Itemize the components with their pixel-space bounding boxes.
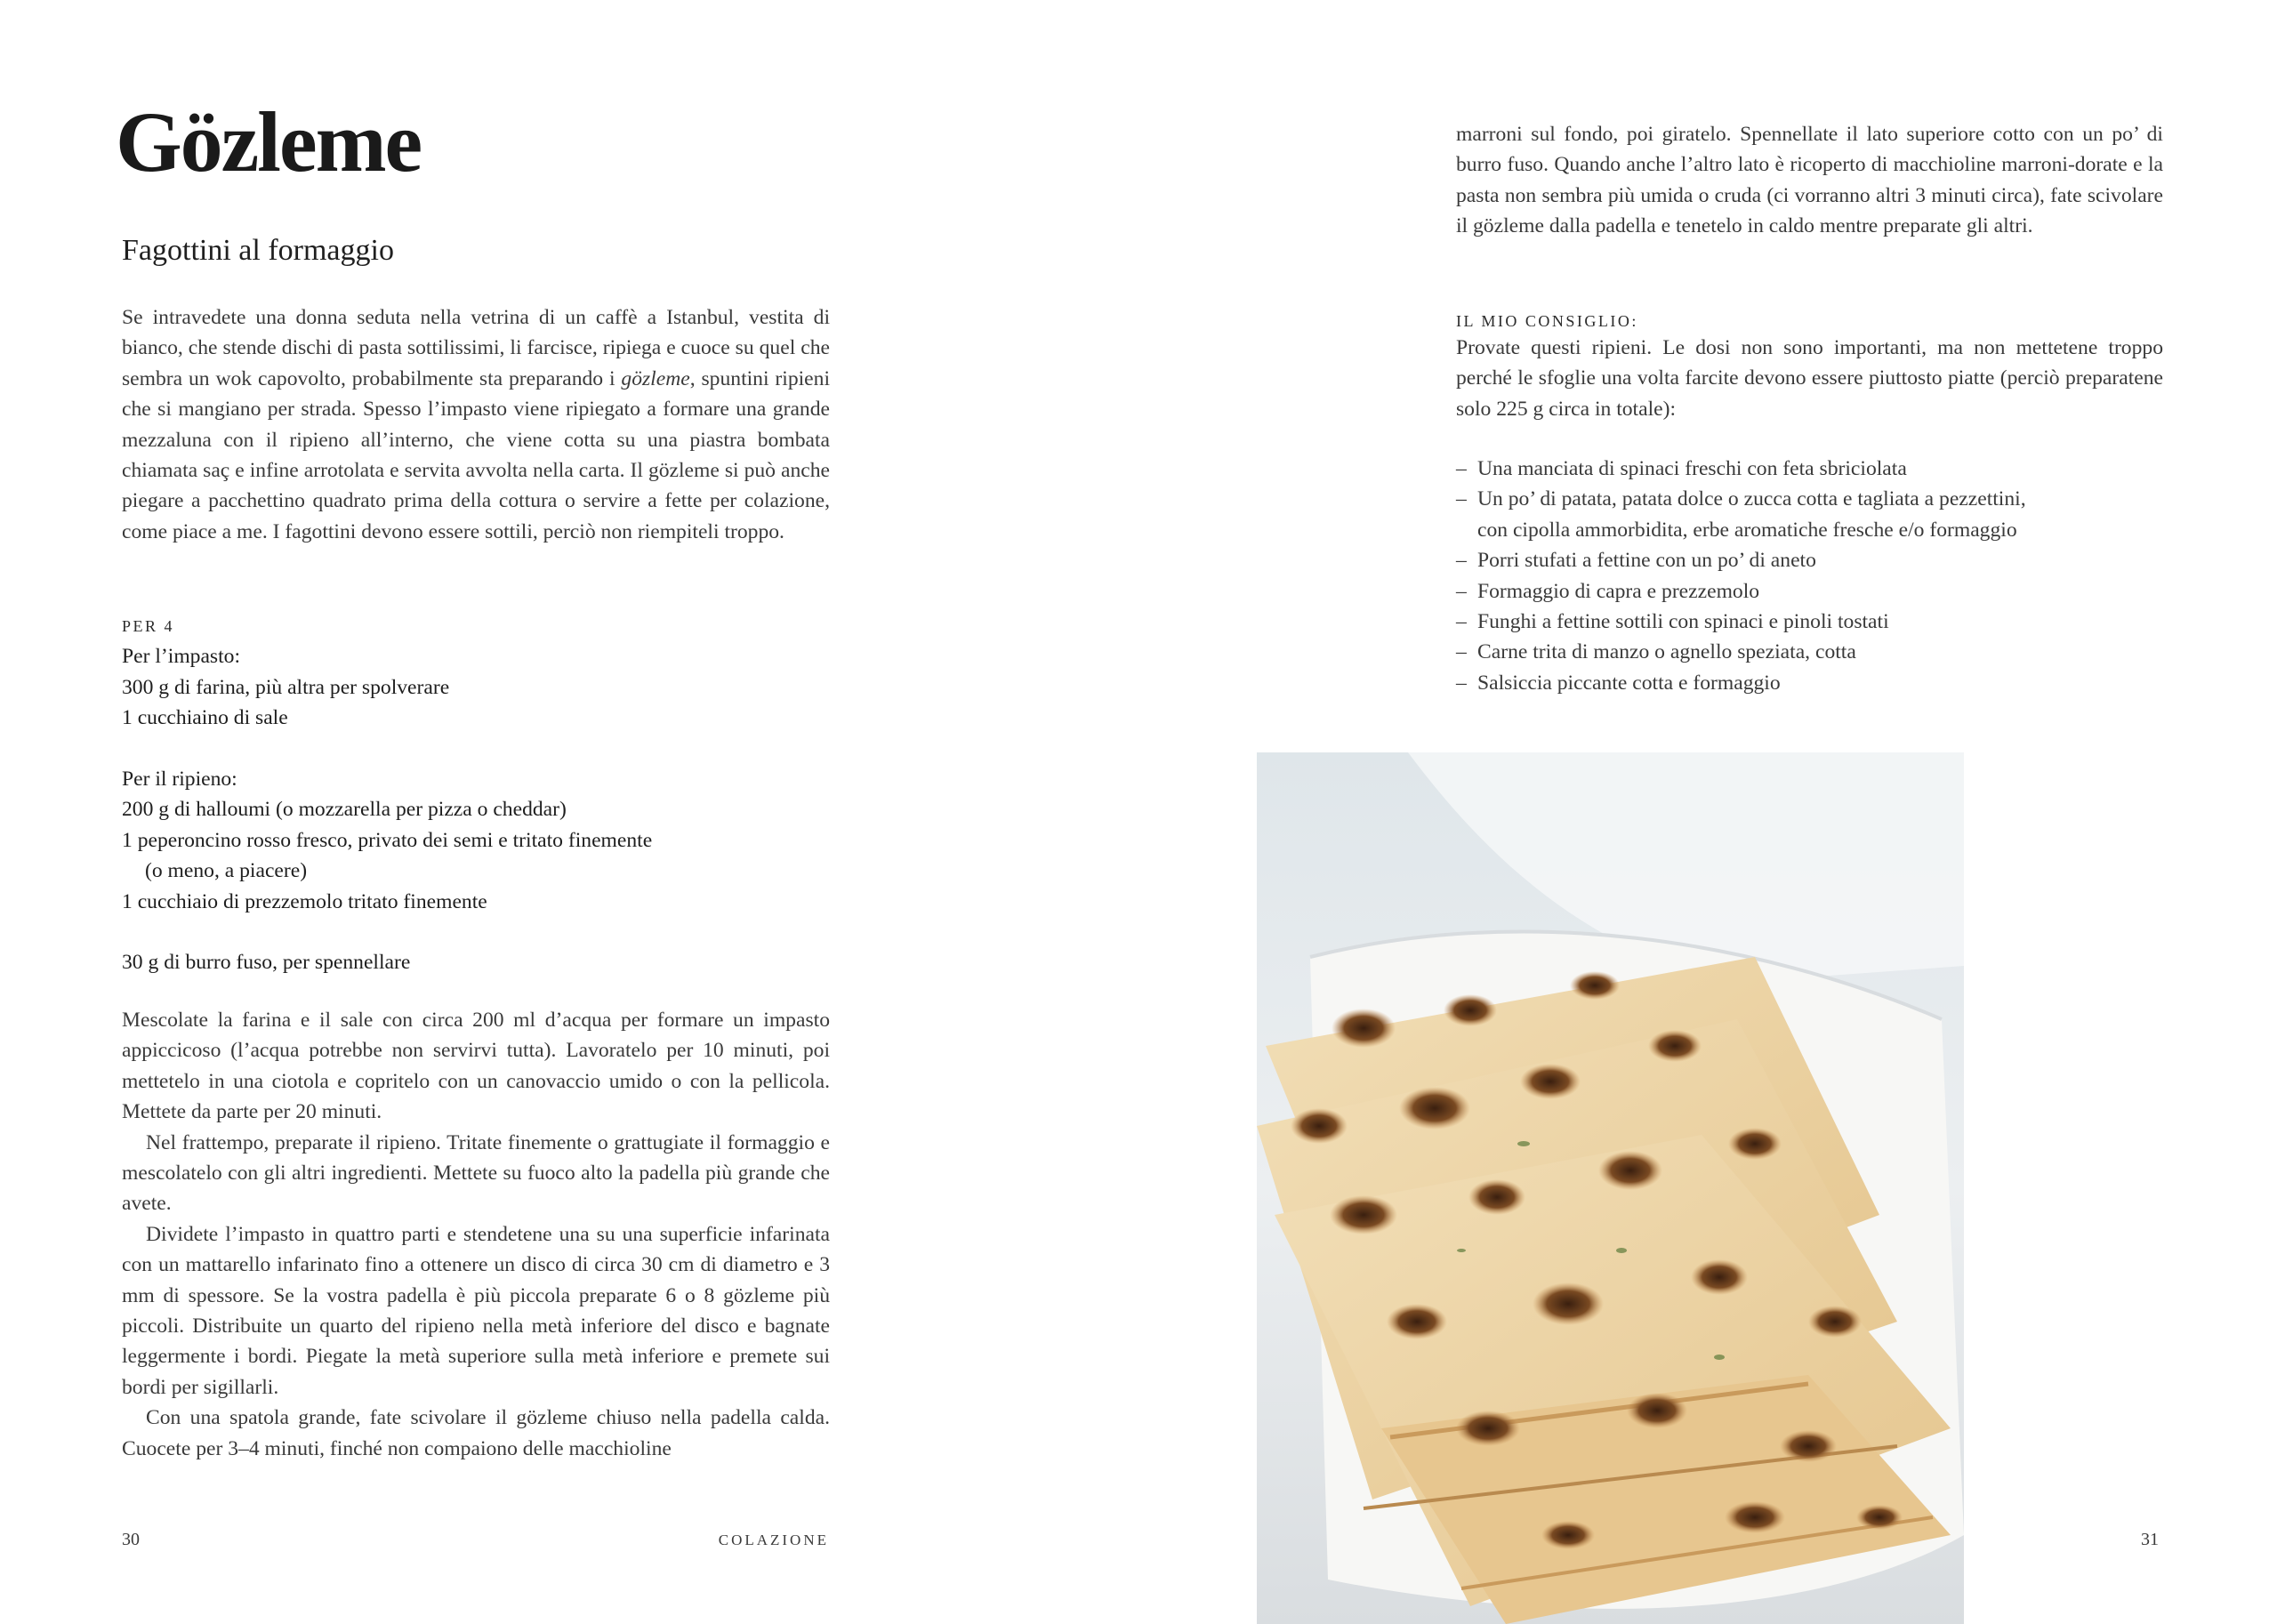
spacer (122, 734, 833, 764)
page-number-left: 30 (122, 1530, 140, 1549)
list-item (1456, 607, 2168, 637)
gozleme-illustration (1257, 752, 1964, 1624)
method-step: Dividete l’impasto in quattro parti e stendetene una su una superficie infarinata con un mattarello infarinato fino a ottenere un disco di circa 30 cm di diametro e 3 mm di spessore. Se la vostra padella è più piccola preparate 6 o 8 gözleme più piccoli. Distribuite un quarto del ripieno nella metà inferiore del disco e bagnate leggermente i bordi. Piegate la metà superiore sulla metà inferiore e premete sui bordi per sigillarli. (122, 1222, 830, 1399)
dash-bullet: – (1456, 610, 1467, 634)
ingredients-block (122, 611, 833, 978)
method-step: Con una spatola grande, fate scivolare il gözleme chiuso nella padella calda. Cuocete per 3–4 minuti, finché non compaiono delle macchioline (122, 1406, 830, 1460)
ingredient-item: 300 g di farina, più altra per spolverare (122, 675, 450, 699)
dash-bullet: – (1456, 579, 1467, 603)
list-item (1456, 637, 2168, 667)
list-item-text: Un po’ di patata, patata dolce o zucca cotta e tagliata a pezzettini, (1477, 487, 2026, 511)
left-page (0, 0, 1138, 1624)
ingredient-item-note: (o meno, a piacere) (145, 859, 308, 883)
recipe-subtitle: Fagottini al formaggio (122, 234, 394, 267)
method-step: Mescolate la farina e il sale con circa 200 ml d’acqua per formare un impasto appiccicoso (l’acqua potrebbe non servirvi tutta). Lavoratelo per 10 minuti, poi mettetelo in una ciotola e copritelo con un canovaccio umido o con la pellicola. Mettete da parte per 20 minuti. (122, 1009, 830, 1124)
ingredient-item: 200 g di halloumi (o mozzarella per pizza o cheddar) (122, 798, 567, 822)
ingredient-item: 1 cucchiaio di prezzemolo tritato finemente (122, 889, 487, 913)
list-item-text-continued: con cipolla ammorbidita, erbe aromatiche fresche e/o formaggio (1477, 518, 2017, 542)
dash-bullet: – (1456, 640, 1467, 664)
list-item (1456, 454, 2168, 484)
list-item-text: Porri stufati a fettine con un po’ di aneto (1477, 549, 1816, 573)
page-number-right: 31 (2141, 1530, 2159, 1549)
dash-bullet: – (1456, 487, 1467, 511)
filling-list (1456, 454, 2168, 698)
list-item-text: Funghi a fettine sottili con spinaci e pinoli tostati (1477, 610, 1889, 634)
right-page (1138, 0, 2277, 1624)
section-name: COLAZIONE (718, 1532, 829, 1548)
list-item-text: Formaggio di capra e prezzemolo (1477, 579, 1760, 603)
ingredient-item: 1 peperoncino rosso fresco, privato dei semi e tritato finemente (122, 828, 653, 852)
intro-text-start: Se intravedete una donna seduta nella vetrina di un caffè a Istanbul, vestita di bianco, che stende dischi di pasta sottilissimi, li farcisce, ripiega e cuoce su quel che sembra un wok capovolto, probabilmente sta preparando i (122, 306, 830, 390)
method-step: Nel frattempo, preparate il ripieno. Tritate finemente o grattugiate il formaggio e mescolatelo con gli altri ingredienti. Mettete su fuoco alto la padella più grande che avete. (122, 1130, 830, 1216)
list-item (1456, 668, 2168, 698)
list-item-text: Carne trita di manzo o agnello speziata, cotta (1477, 640, 1856, 664)
list-item (1456, 545, 2168, 575)
tip-heading: IL MIO CONSIGLIO: (1456, 312, 1638, 330)
recipe-title: Gözleme (116, 94, 422, 189)
gozleme-photo (1257, 752, 1964, 1624)
serves-label: PER 4 (122, 617, 175, 635)
filling-label: Per il ripieno: (122, 768, 237, 792)
spacer (122, 917, 833, 947)
list-item (1456, 576, 2168, 607)
intro-term: gözleme (621, 366, 690, 390)
tip-text: Provate questi ripieni. Le dosi non sono importanti, ma non mettetene troppo perché le sfoglie una volta farcite devono essere piuttosto piatte (perciò preparatene solo 225 g circa in totale): (1456, 336, 2163, 421)
dash-bullet: – (1456, 549, 1467, 573)
method-block (122, 1005, 830, 1464)
dough-label: Per l’impasto: (122, 645, 241, 669)
list-item-text: Salsiccia piccante cotta e formaggio (1477, 671, 1781, 695)
butter-item: 30 g di burro fuso, per spennellare (122, 951, 411, 975)
dash-bullet: – (1456, 671, 1467, 695)
intro-paragraph (122, 302, 830, 547)
intro-text-end: , spuntini ripieni che si mangiano per strada. Spesso l’impasto viene ripiegato a formare una grande mezzaluna con il ripieno all’interno, che viene cotta su una piastra bombata chiamata saç e infine arrotolata e servita avvolta nella carta. Il gözleme si può anche piegare a pacchettino quadrato prima della cottura o servire a fette per colazione, come piace a me. I fagottini devono essere sottili, perciò non riempiteli troppo. (122, 366, 830, 543)
ingredient-item: 1 cucchiaino di sale (122, 706, 288, 730)
list-item-text: Una manciata di spinaci freschi con feta sbriciolata (1477, 457, 1907, 480)
list-item (1456, 484, 2168, 545)
dash-bullet: – (1456, 457, 1467, 480)
method-continuation: marroni sul fondo, poi giratelo. Spennellate il lato superiore cotto con un po’ di burro fuso. Quando anche l’altro lato è ricoperto di macchioline marroni-dorate e la pasta non sembra più umida o cruda (ci vorranno altri 3 minuti circa), fate scivolare il gözleme dalla padella e tenetelo in caldo mentre preparate gli altri. (1456, 123, 2163, 238)
